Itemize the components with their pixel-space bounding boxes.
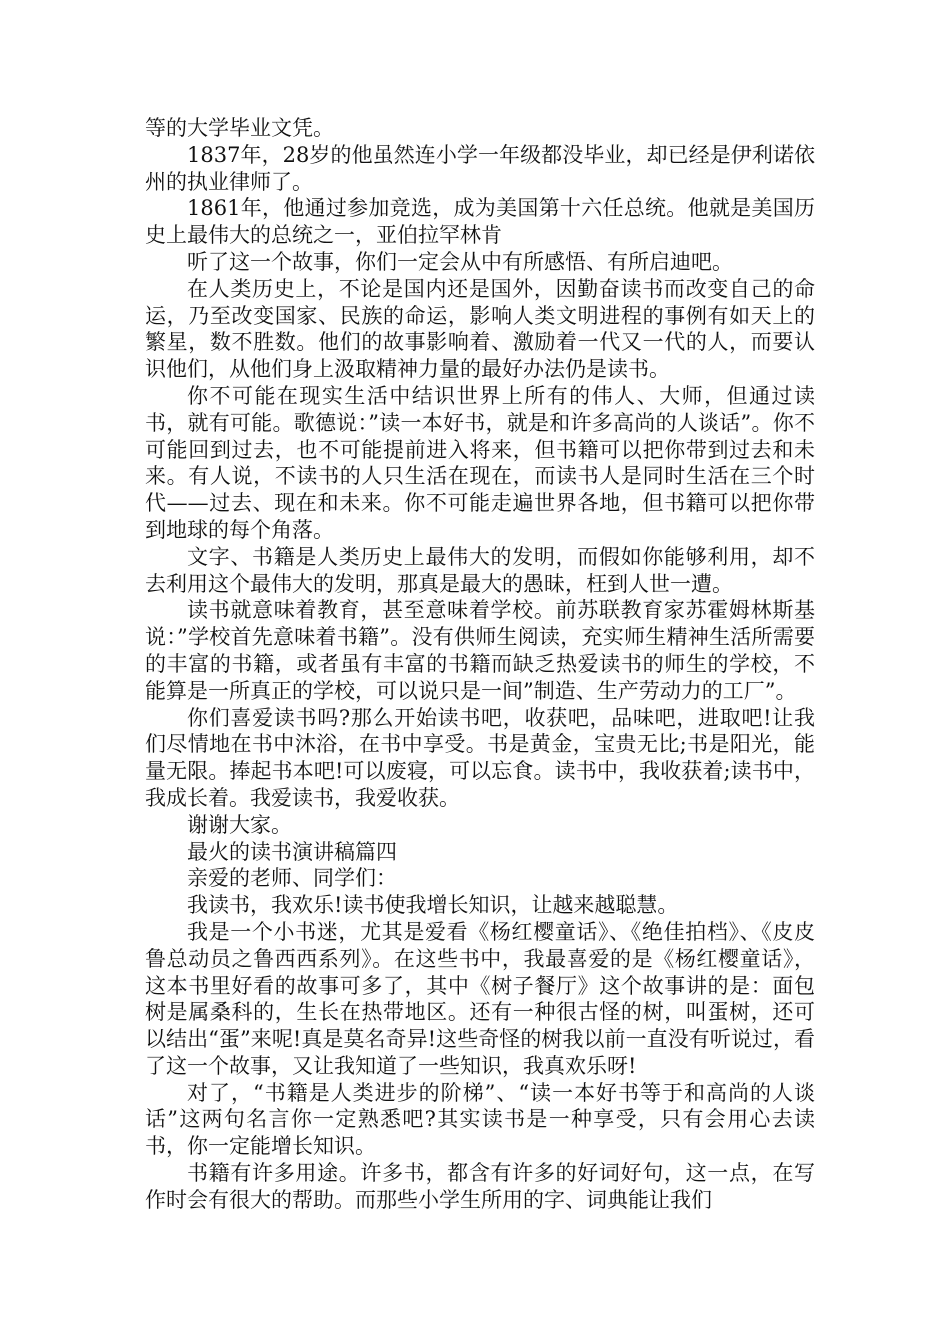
document-body: [145, 115, 815, 1214]
closing-line: 谢谢大家。: [187, 812, 292, 837]
paragraph: 我读书，我欢乐!读书使我增长知识，让越来越聪慧。: [187, 893, 679, 918]
paragraph: 等的大学毕业文凭。: [145, 116, 334, 140]
paragraph: 听了这一个故事，你们一定会从中有所感悟、有所启迪吧。: [187, 249, 733, 274]
paragraph: 在人类历史上，不论是国内还是国外，因勤奋读书而改变自己的命运，乃至改变国家、民族的命运，影响人类文明进程的事例有如天上的繁星，数不胜数。他们的故事影响着、激励着一代又一代的人，而要认识他们，从他们身上汲取精神力量的最好办法仍是读书。: [145, 276, 815, 382]
salutation: 亲爱的老师、同学们：: [187, 866, 397, 891]
paragraph: 你们喜爱读书吗?那么开始读书吧，收获吧，品味吧，进取吧!让我们尽情地在书中沐浴，在书中享受。书是黄金，宝贵无比;书是阳光，能量无限。捧起书本吧!可以废寝，可以忘食。读书中，我收获着;读书中，我成长着。我爱读书，我爱收获。: [145, 705, 815, 810]
section-heading: 最火的读书演讲稿篇四: [187, 839, 397, 864]
paragraph: 我是一个小书迷，尤其是爱看《杨红樱童话》、《绝佳拍档》、《皮皮鲁总动员之鲁西西系列》。在这些书中，我最喜爱的是《杨红樱童话》，这本书里好看的故事可多了，其中《树子餐厅》这个故事讲的是：面包树是属桑科的，生长在热带地区。还有一种很古怪的树，叫蛋树，还可以结出“蛋”来呢!真是莫名奇异!这些奇怪的树我以前一直没有听说过，看了这一个故事，又让我知道了一些知识，我真欢乐呀!: [145, 919, 815, 1078]
paragraph: 书籍有许多用途。许多书，都含有许多的好词好句，这一点，在写作时会有很大的帮助。而那些小学生所用的字、词典能让我们: [145, 1161, 815, 1212]
paragraph: 文字、书籍是人类历史上最伟大的发明，而假如你能够利用，却不去利用这个最伟大的发明，那真是最大的愚昧，枉到人世一遭。: [145, 544, 815, 596]
paragraph: 对了，“书籍是人类进步的阶梯”、“读一本好书等于和高尚的人谈话”这两句名言你一定熟悉吧?其实读书是一种享受，只有会用心去读书，你一定能增长知识。: [145, 1080, 815, 1159]
paragraph: 你不可能在现实生活中结识世界上所有的伟人、大师，但通过读书，就有可能。歌德说：”读一本好书，就是和许多高尚的人谈话”。你不可能回到过去，也不可能提前进入将来，但书籍可以把你带到过去和未来。有人说，不读书的人只生活在现在，而读书人是同时生活在三个时代——过去、现在和未来。你不可能走遍世界各地，但书籍可以把你带到地球的每个角落。: [145, 383, 815, 542]
paragraph: 读书就意味着教育，甚至意味着学校。前苏联教育家苏霍姆林斯基说：”学校首先意味着书籍”。没有供师生阅读，充实师生精神生活所需要的丰富的书籍，或者虽有丰富的书籍而缺乏热爱读书的师生的学校，不能算是一所真正的学校，可以说只是一间”制造、生产劳动力的工厂”。: [145, 598, 815, 703]
paragraph: 1861年，他通过参加竞选，成为美国第十六任总统。他就是美国历史上最伟大的总统之一，亚伯拉罕林肯: [145, 196, 815, 248]
paragraph: 1837年，28岁的他虽然连小学一年级都没毕业，却已经是伊利诺依州的执业律师了。: [145, 142, 815, 194]
